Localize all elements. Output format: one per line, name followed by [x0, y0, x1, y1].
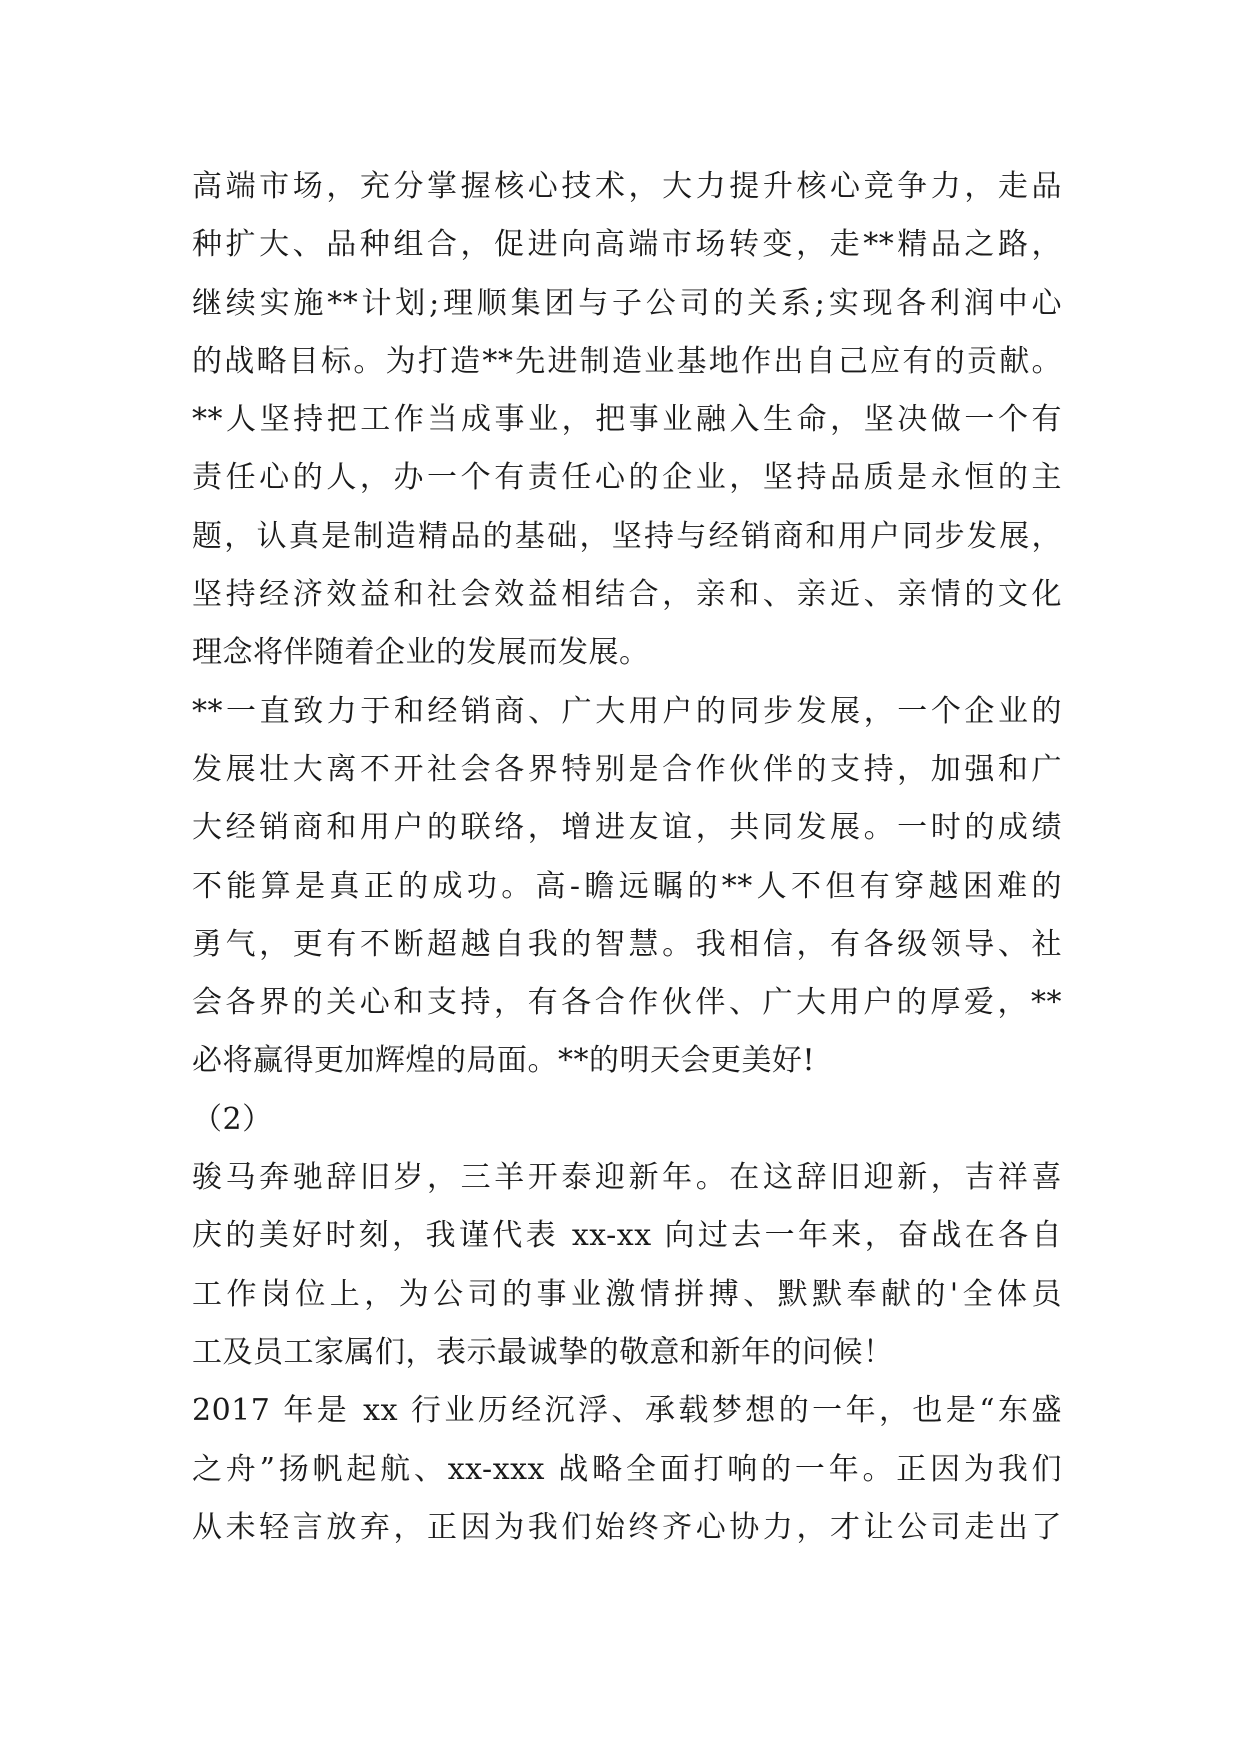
text-line: 不能算是真正的成功。高-瞻远瞩的**人不但有穿越困难的 [192, 868, 1062, 904]
text-line: 会各界的关心和支持，有各合作伙伴、广大用户的厚爱，** [192, 985, 1062, 1021]
text-line: **一直致力于和经销商、广大用户的同步发展，一个企业的 [192, 693, 1062, 729]
text-line: 题，认真是制造精品的基础，坚持与经销商和用户同步发展， [192, 518, 1062, 554]
text-line: 勇气，更有不断超越自我的智慧。我相信，有各级领导、社 [192, 926, 1062, 962]
text-line: 从未轻言放弃，正因为我们始终齐心协力，才让公司走出了 [192, 1509, 1062, 1545]
text-line: 的战略目标。为打造**先进制造业基地作出自己应有的贡献。 [192, 343, 1062, 379]
text-line: 骏马奔驰辞旧岁，三羊开泰迎新年。在这辞旧迎新，吉祥喜 [192, 1160, 1062, 1196]
text-line: 之舟”扬帆起航、xx-xxx 战略全面打响的一年。正因为我们 [192, 1451, 1062, 1487]
text-line: 必将赢得更加辉煌的局面。**的明天会更美好! [192, 1043, 816, 1079]
text-line: 继续实施**计划;理顺集团与子公司的关系;实现各利润中心 [192, 285, 1062, 321]
text-line: 坚持经济效益和社会效益相结合，亲和、亲近、亲情的文化 [192, 577, 1062, 613]
text-line: 理念将伴随着企业的发展而发展。 [192, 635, 650, 671]
text-line: 高端市场，充分掌握核心技术，大力提升核心竞争力，走品 [192, 169, 1062, 204]
body-text [192, 158, 1062, 1557]
text-line: 工及员工家属们，表示最诚挚的敬意和新年的问候！ [192, 1334, 894, 1370]
text-line: 发展壮大离不开社会各界特别是合作伙伴的支持，加强和广 [192, 751, 1062, 787]
text-line: 工作岗位上，为公司的事业激情拼搏、默默奉献的'全体员 [192, 1276, 1062, 1312]
text-line: 2017 年是 xx 行业历经沉浮、承载梦想的一年，也是“东盛 [192, 1393, 1062, 1429]
text-line: 大经销商和用户的联络，增进友谊，共同发展。一时的成绩 [192, 810, 1062, 846]
section-number: （2） [192, 1101, 273, 1137]
text-line: 庆的美好时刻，我谨代表 xx-xx 向过去一年来，奋战在各自 [192, 1218, 1062, 1254]
text-line: 种扩大、品种组合，促进向高端市场转变，走**精品之路， [192, 227, 1062, 263]
text-line: **人坚持把工作当成事业，把事业融入生命，坚决做一个有 [192, 402, 1062, 438]
text-line: 责任心的人，办一个有责任心的企业，坚持品质是永恒的主 [192, 460, 1062, 496]
